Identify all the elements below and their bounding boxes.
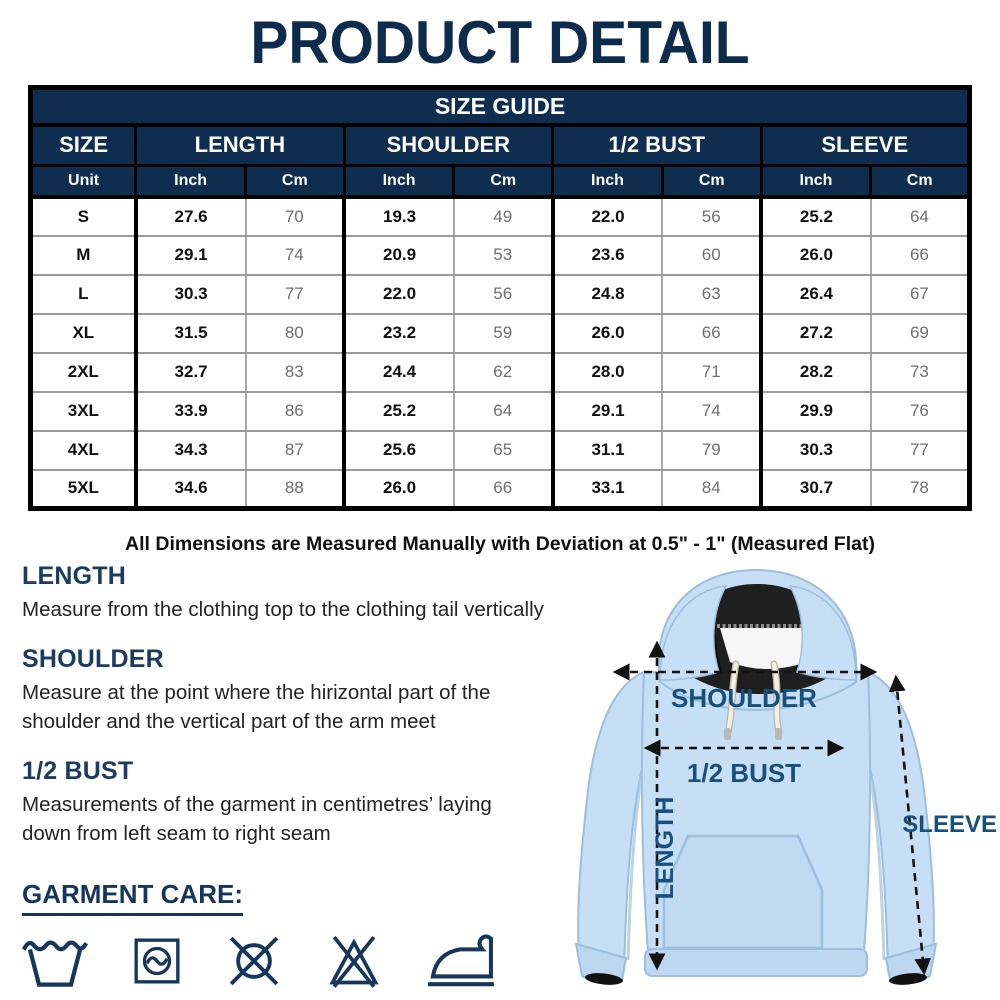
value-cell: 28.2 bbox=[761, 353, 871, 392]
section-shoulder bbox=[22, 645, 622, 736]
sleeve-label: SLEEVE bbox=[902, 811, 997, 838]
col-size: SIZE bbox=[31, 125, 136, 166]
value-cell: 69 bbox=[871, 314, 970, 353]
value-cell: 79 bbox=[662, 431, 761, 470]
value-cell: 22.0 bbox=[553, 197, 663, 236]
value-cell: 62 bbox=[454, 353, 553, 392]
value-cell: 80 bbox=[246, 314, 345, 353]
value-cell: 32.7 bbox=[136, 353, 246, 392]
value-cell: 19.3 bbox=[344, 197, 454, 236]
value-cell: 71 bbox=[662, 353, 761, 392]
value-cell: 78 bbox=[871, 470, 970, 509]
hoodie-diagram bbox=[560, 560, 1000, 1000]
value-cell: 49 bbox=[454, 197, 553, 236]
length-text: Measure from the clothing top to the clothing tail vertically bbox=[22, 598, 544, 621]
unit-row: Unit Inch Cm Inch Cm Inch Cm Inch Cm bbox=[31, 166, 970, 197]
bust-text-line2: down from left seam to right seam bbox=[22, 822, 331, 846]
table-row bbox=[31, 470, 970, 509]
value-cell: 53 bbox=[454, 236, 553, 275]
shoulder-text-line1: Measure at the point where the hirizontal part of the bbox=[22, 681, 491, 705]
wash-tub-icon bbox=[22, 932, 88, 990]
value-cell: 60 bbox=[662, 236, 761, 275]
unit-header: Unit bbox=[31, 166, 136, 197]
value-cell: 29.9 bbox=[761, 392, 871, 431]
value-cell: 73 bbox=[871, 353, 970, 392]
value-cell: 33.1 bbox=[553, 470, 663, 509]
value-cell: 77 bbox=[246, 275, 345, 314]
bust-label: 1/2 BUST bbox=[686, 758, 802, 788]
table-row bbox=[31, 236, 970, 275]
table-row bbox=[31, 314, 970, 353]
value-cell: 74 bbox=[662, 392, 761, 431]
value-cell: 66 bbox=[454, 470, 553, 509]
value-cell: 33.9 bbox=[136, 392, 246, 431]
table-row bbox=[31, 431, 970, 470]
value-cell: 63 bbox=[662, 275, 761, 314]
value-cell: 27.6 bbox=[136, 197, 246, 236]
column-group-row bbox=[31, 125, 970, 166]
value-cell: 66 bbox=[662, 314, 761, 353]
iron-icon bbox=[426, 932, 494, 990]
value-cell: 27.2 bbox=[761, 314, 871, 353]
value-cell: 84 bbox=[662, 470, 761, 509]
value-cell: 34.6 bbox=[136, 470, 246, 509]
table-row bbox=[31, 197, 970, 236]
size-cell: 3XL bbox=[31, 392, 136, 431]
do-not-bleach-icon bbox=[326, 932, 382, 990]
size-table-body bbox=[31, 197, 970, 509]
col-sleeve: SLEEVE bbox=[761, 125, 969, 166]
size-guide-header: SIZE GUIDE bbox=[31, 88, 970, 125]
size-cell: S bbox=[31, 197, 136, 236]
col-bust: 1/2 BUST bbox=[553, 125, 761, 166]
shoulder-heading: SHOULDER bbox=[22, 645, 164, 674]
size-cell: M bbox=[31, 236, 136, 275]
length-heading: LENGTH bbox=[22, 562, 126, 590]
value-cell: 26.0 bbox=[553, 314, 663, 353]
value-cell: 31.1 bbox=[553, 431, 663, 470]
table-row bbox=[31, 275, 970, 314]
value-cell: 25.2 bbox=[344, 392, 454, 431]
do-not-tumble-dry-icon bbox=[226, 932, 282, 990]
table-row bbox=[31, 392, 970, 431]
section-bust bbox=[22, 757, 622, 848]
garment-care-icons bbox=[22, 932, 622, 990]
table-row bbox=[31, 353, 970, 392]
garment-care-heading: GARMENT CARE: bbox=[22, 879, 243, 916]
value-cell: 64 bbox=[871, 197, 970, 236]
value-cell: 29.1 bbox=[136, 236, 246, 275]
value-cell: 77 bbox=[871, 431, 970, 470]
measurement-descriptions bbox=[22, 562, 622, 990]
page-title: PRODUCT DETAIL bbox=[250, 9, 750, 77]
value-cell: 67 bbox=[871, 275, 970, 314]
value-cell: 31.5 bbox=[136, 314, 246, 353]
value-cell: 56 bbox=[454, 275, 553, 314]
col-length: LENGTH bbox=[136, 125, 344, 166]
value-cell: 25.2 bbox=[761, 197, 871, 236]
value-cell: 65 bbox=[454, 431, 553, 470]
machine-wash-icon bbox=[132, 932, 182, 990]
value-cell: 86 bbox=[246, 392, 345, 431]
length-label: LENGTH bbox=[651, 796, 679, 900]
value-cell: 28.0 bbox=[553, 353, 663, 392]
shoulder-label: SHOULDER bbox=[671, 683, 817, 713]
size-cell: 5XL bbox=[31, 470, 136, 509]
col-shoulder: SHOULDER bbox=[344, 125, 552, 166]
measurement-note: All Dimensions are Measured Manually with Deviation at 0.5" - 1" (Measured Flat) bbox=[125, 533, 875, 555]
value-cell: 30.7 bbox=[761, 470, 871, 509]
bust-text-line1: Measurements of the garment in centimetres’ laying bbox=[22, 793, 492, 817]
value-cell: 76 bbox=[871, 392, 970, 431]
section-length bbox=[22, 562, 622, 624]
value-cell: 66 bbox=[871, 236, 970, 275]
value-cell: 24.4 bbox=[344, 353, 454, 392]
value-cell: 30.3 bbox=[136, 275, 246, 314]
value-cell: 74 bbox=[246, 236, 345, 275]
size-cell: XL bbox=[31, 314, 136, 353]
value-cell: 83 bbox=[246, 353, 345, 392]
value-cell: 26.0 bbox=[344, 470, 454, 509]
bust-heading: 1/2 BUST bbox=[22, 757, 134, 786]
value-cell: 25.6 bbox=[344, 431, 454, 470]
value-cell: 30.3 bbox=[761, 431, 871, 470]
value-cell: 20.9 bbox=[344, 236, 454, 275]
value-cell: 87 bbox=[246, 431, 345, 470]
value-cell: 23.6 bbox=[553, 236, 663, 275]
value-cell: 24.8 bbox=[553, 275, 663, 314]
value-cell: 70 bbox=[246, 197, 345, 236]
shoulder-text-line2: shoulder and the vertical part of the arm meet bbox=[22, 710, 436, 734]
value-cell: 88 bbox=[246, 470, 345, 509]
value-cell: 22.0 bbox=[344, 275, 454, 314]
value-cell: 29.1 bbox=[553, 392, 663, 431]
size-cell: L bbox=[31, 275, 136, 314]
value-cell: 34.3 bbox=[136, 431, 246, 470]
value-cell: 26.0 bbox=[761, 236, 871, 275]
value-cell: 64 bbox=[454, 392, 553, 431]
value-cell: 56 bbox=[662, 197, 761, 236]
size-cell: 4XL bbox=[31, 431, 136, 470]
value-cell: 26.4 bbox=[761, 275, 871, 314]
value-cell: 23.2 bbox=[344, 314, 454, 353]
size-guide-table bbox=[28, 85, 972, 511]
value-cell: 59 bbox=[454, 314, 553, 353]
hoodie-pocket bbox=[664, 836, 822, 948]
size-cell: 2XL bbox=[31, 353, 136, 392]
